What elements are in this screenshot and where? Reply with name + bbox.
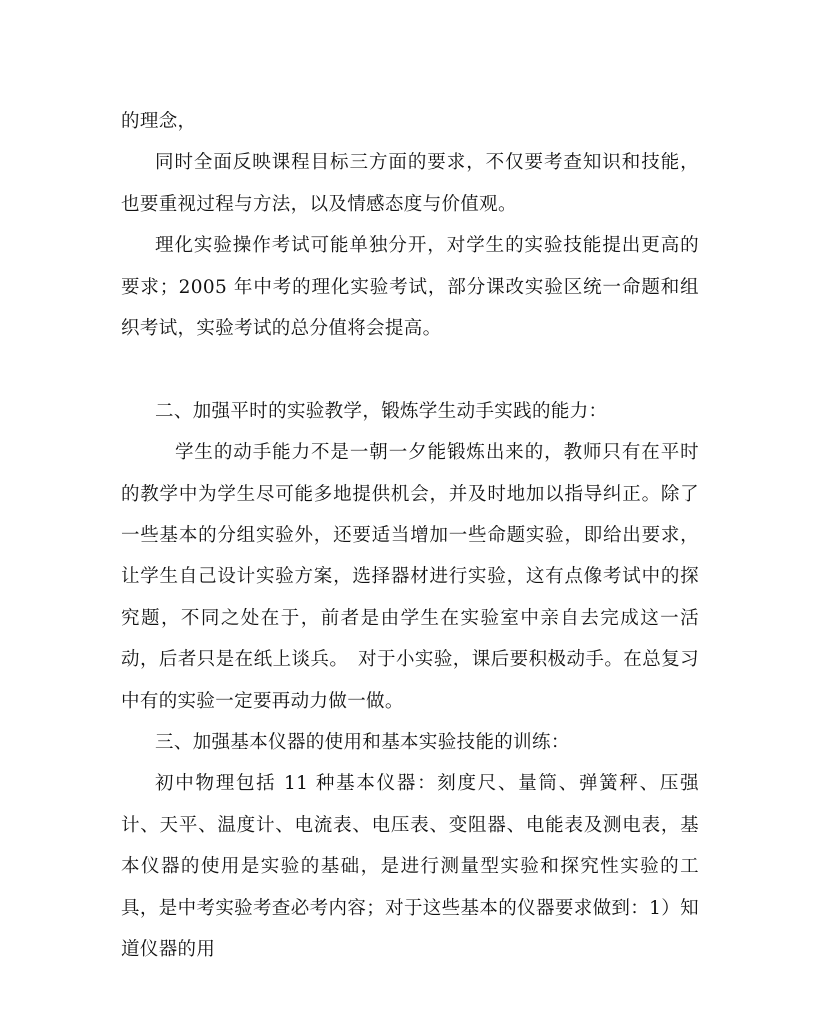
- paragraph-experiment-exam: 理化实验操作考试可能单独分开，对学生的实验技能提出更高的要求；2005 年中考的理化实验考试，部分课改实验区统一命题和组织考试，实验考试的总分值将会提高。: [121, 235, 699, 340]
- paragraph-hands-on-ability: 学生的动手能力不是一朝一夕能锻炼出来的，教师只有在平时的教学中为学生尽可能多地提供机会，并及时地加以指导纠正。除了一些基本的分组实验外，还要适当增加一些命题实验，即给出要求，让学生自己设计实验方案，选择器材进行实验，这有点像考试中的探究题，不同之处在于，前者是由学生在实验室中亲自去完成这一活动，后者只是在纸上谈兵。 对于小实验，课后要积极动手。在总复习中有的实验一定要再动力做一做。: [121, 442, 699, 712]
- paragraph-basic-instruments: 初中物理包括 11 种基本仪器：刻度尺、量筒、弹簧秤、压强计、天平、温度计、电流表、电压表、变阻器、电能表及测电表，基本仪器的使用是实验的基础，是进行测量型实验和探究性实验的工具，是中考实验考查必考内容；对于这些基本的仪器要求做到：1）知道仪器的用: [121, 773, 699, 961]
- blank-line: [121, 349, 699, 390]
- document-body: [121, 101, 699, 971]
- paragraph-continuation: 的理念，: [121, 111, 197, 132]
- section-heading-2: 二、加强平时的实验教学，锻炼学生动手实践的能力：: [155, 400, 608, 422]
- paragraph-course-goals: 同时全面反映课程目标三方面的要求，不仅要考查知识和技能，也要重视过程与方法，以及情感态度与价值观。: [121, 152, 699, 215]
- section-heading-3: 三、加强基本仪器的使用和基本实验技能的训练：: [155, 732, 570, 754]
